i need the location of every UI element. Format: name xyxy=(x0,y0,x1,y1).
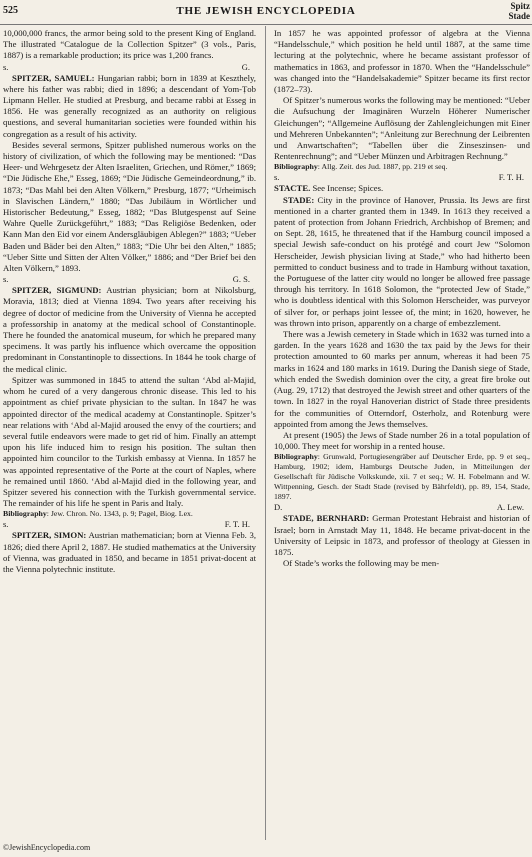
page-header xyxy=(0,0,532,25)
entry-simon-spitzer: SPITZER, SIMON: Austrian mathematician; born at Vienna Feb. 3, 1826; died there April 2, 1887. He studied mathematics at the University of Vienna, was graduated in 1850, and became in 1851 privat-docent at the Vienna polytechnic institute. xyxy=(3,530,256,574)
stade-cemetery-paragraph: There was a Jewish cemetery in Stade which in 1632 was turned into a garden. In the years 1628 and 1630 the tax paid by the Jews for their protection amounted to 60 marks per annum, whereas it had been 75 marks in 1624 and 180 marks in 1619. During the Danish siege of Stade, which ended the Swedish dominion over the city, a great fire broke out (Aug. 29, 1712) that destroyed the Jewish street and other quarters of the town. In 1827 in the royal Hanoverian district of Stade three presidents for the communities of Otterndorf, Osterholz, and Rotenburg were appointed from among the Jews themselves. xyxy=(274,329,530,429)
running-head-last: Stade xyxy=(508,11,530,21)
cross-reference-link[interactable]: See Incense; Spices. xyxy=(310,183,384,194)
site-footer-link[interactable]: ©JewishEncyclopedia.com xyxy=(3,843,91,852)
signature-simon: s. F. T. H. xyxy=(274,172,524,183)
entry-bernhard-stade: STADE, BERNHARD: German Protestant Hebraist and historian of Israel; born in Arnstadt May 11, 1848. He became privat-docent in the University of Leipsic in 1873, and professor of theology at Giessen in 1875. xyxy=(274,513,530,557)
entry-samuel-spitzer: SPITZER, SAMUEL: Hungarian rabbi; born in 1839 at Keszthely, where his father was rabbi; died in 1896; a descendant of Yom-Ṭob Lipmann Heller. He studied at Presburg, and became rabbi at Esseg in 1856. He was generally recognized as an authority on religious questions, and several humanitarian societies were founded within his congregation as a result of his activity. xyxy=(3,72,256,139)
headword-simon: SPITZER, SIMON: xyxy=(12,530,87,541)
headword-samuel: SPITZER, SAMUEL: xyxy=(12,72,95,83)
headword-stade: STADE: xyxy=(283,194,315,205)
bibliography-sigmund: Bibliography: Jew. Chron. No. 1343, p. 9; Pagel, Biog. Lex. xyxy=(3,509,193,519)
signature-sigmund: s. F. T. H. xyxy=(3,519,250,530)
entry-stacte xyxy=(274,183,530,194)
headword-stacte: STACTE. xyxy=(274,183,311,194)
headword-sigmund: SPITZER, SIGMUND: xyxy=(12,285,102,296)
continued-paragraph: 10,000,000 francs, the armor being sold to the present King of England. The illustrated “Catalogue de la Collection Spitzer” (3 vols., Paris, 1887) is a remarkable production; its price was 1,200 francs. xyxy=(3,28,256,61)
bibliography-simon: Bibliography: Allg. Zeit. des Jud. 1887, pp. 219 et seq. xyxy=(274,162,448,172)
running-head-words xyxy=(508,1,530,21)
left-column xyxy=(3,28,256,575)
signature-intro: s. G. xyxy=(3,61,250,72)
running-head-first: Spitz xyxy=(510,1,530,11)
headword-bernhard: STADE, BERNHARD: xyxy=(283,513,370,524)
page-number: 525 xyxy=(3,5,18,16)
signature-stade: D. A. Lew. xyxy=(274,502,524,513)
stade-present-paragraph: At present (1905) the Jews of Stade number 26 in a total population of 10,000. They meet for worship in a rented house. xyxy=(274,429,530,452)
sigmund-career-paragraph: Spitzer was summoned in 1845 to attend the sultan ‘Abd al-Majid, whom he cured of a very dangerous chronic disease. This led to his appointment as chief private physician to the sultan. In 1847 he was appointed director of the medical academy at Constantinople. Spitzer’s near relations with ‘Abd al-Majid aroused the envy of the courtiers; and several futile endeavors were made to get rid of him. Finally an attempt upon his life induced him to resign his position. The sultan then appointed him councilor to the Turkish embassy at Vienna. In 1857 he was appointed representative of the Porte at the court of Naples, where he remained until 1860. ‘Abd al-Majid died in the following year, and Spitzer severed his connection with the Turkish governmental service. The remainder of his life he spent in Paris and Italy. xyxy=(3,374,256,509)
bibliography-stade: Bibliography: Grunwald, Portugiesengräber auf Deutscher Erde, pp. 9 et seq., Hamburg, 1902; idem, Hamburgs Deutsche Juden, in Mitteilungen der Gesellschaft für Jüdische Volkskunde, xii. 7 et seq.; W. H. Fobelmann and W. Wittpenning, Gesch. der Stadt Stade (revised by Bährfeldt), pp. 89, 154, Stade, 1897. xyxy=(274,452,530,502)
right-column xyxy=(274,28,530,569)
samuel-works-paragraph: Besides several sermons, Spitzer published numerous works on the history of civilization, of which the following may be mentioned: “Das Heer- und Wehrgesetz der Alten Israeliten, Griechen, und Römer,” 1869; “Die Jüdische Ehe,” Esseg, 1869; “Die Jüdische Gemeindeordnung,” ib. 1873; “Das Mahl bei den Alten Völkern,” Presburg, 1877; “Urheimisch in Slavischen Ländern,” 1880; “Das Jubiläum in Wörtlicher und Historischer Bedeutung,” Esseg, 1882; “Das Blutgespenst auf Seine Wahre Quelle Zurückgeführt,” 1883; “Das Religiöse Bedenken, oder Kann Man den Eid vor einem Andersgläubigen Ablegen?” 1883; “Ueber Baden und Bäder bei den Alten,” 1883; “Die Uhr bei den Alten,” 1885; “Ueber Sitte und Sitten der Alten Völker,” 1886; and “Der Brief bei den Alten Völkern,” 1893. xyxy=(3,139,256,274)
signature-samuel: s. G. S. xyxy=(3,274,250,285)
bernhard-works-paragraph: Of Stade’s works the following may be men- xyxy=(283,558,440,569)
column-divider xyxy=(265,26,266,840)
simon-works-paragraph: Of Spitzer’s numerous works the following may be mentioned: “Ueber die Aufsuchung der Imaginären Wurzeln Höherer Numerischer Gleichungen”; “Allgemeine Auflösung der Zahlengleichungen mit Einer und Mehreren Unbekannten”; “Anleitung zur Berechnung der Leibrenten und Anwartschaften”; “Tabellen über die Zinseszinsen- und Rentenrechnung”; and “Ueber Münzen und Arbitragen Rechnung.” xyxy=(274,95,530,162)
entry-stade: STADE: City in the province of Hanover, Prussia. Its Jews are first mentioned in a charter granted them in 1349. In 1613 they received a patent of protection from Johann Friedrich, Archbishop of Bremen; and on Sept. 28, 1615, he threatened that if the Hamburg council imposed a special Jewish safe-conduct on his protégé and court Jew “Solomon Herscheider, Jewish physician living at Stade,” who had hitherto been permitted to conduct business and to trade in Hamburg without taxation, the Portuguese of the latter city would no longer be allowed free passage through his territory. In 1618 Solomon, the “protected Jew of Stade,” who is doubtless identical with this Solomon Herscheider, was purveyor of silver for, or perhaps joint lessee of, the mint; in 1620, however, he was thrown into prison, apparently on a charge of embezzlement. xyxy=(274,194,530,328)
simon-continued-paragraph: In 1857 he was appointed professor of algebra at the Vienna “Handelsschule,” which position he held until 1887, at the same time lecturing at the polytechnic, where he became assistant professor of mathematics in 1863, and professor in 1870. When the “Handelsschule” was changed into the “Handelsakademie” Spitzer became its first rector (1872–73). xyxy=(274,28,530,95)
entry-sigmund-spitzer: SPITZER, SIGMUND: Austrian physician; born at Nikolsburg, Moravia, 1813; died at Vienna 1894. Two years after receiving his degree of doctor of medicine from the University of Vienna he accepted a professorship in anatomy at the medical school of Constantinople. There he founded the anatomical museum, for which he prepared many specimens. It was partly his influence which overcame the opposition predominant in Constantinople to dissections. In 1844 he took charge of the medical clinic. xyxy=(3,285,256,374)
running-title: THE JEWISH ENCYCLOPEDIA xyxy=(176,5,356,17)
